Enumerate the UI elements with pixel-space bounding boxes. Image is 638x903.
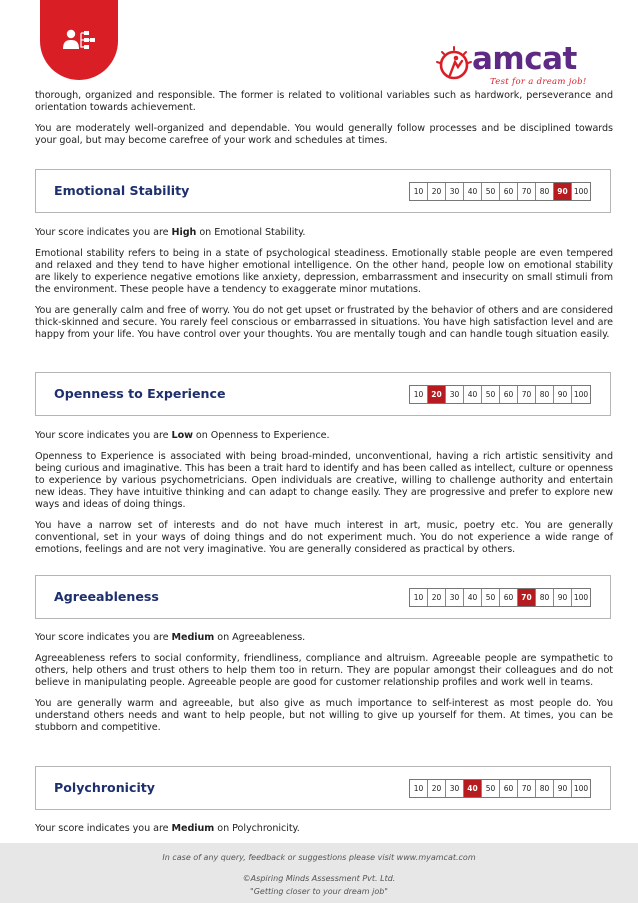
- section-description: Agreeableness refers to social conformity, friendliness, compliance and altruism. Agreeable people are sympathetic to others, help others and trust others to help them too in return. They are popular amongst their colleagues and do not believe in manipulating people. Agreeable people are good for customer relationship profiles and work well in teams.: [35, 653, 613, 688]
- score-cell: 50: [482, 780, 500, 797]
- score-cell: 70: [518, 780, 536, 797]
- intro-paragraph-1: thorough, organized and responsible. The former is related to volitional variables such as hardwork, perseverance and orientation towards achievement.: [35, 90, 613, 113]
- score-statement: Your score indicates you are Low on Openness to Experience.: [35, 430, 330, 441]
- score-scale: [409, 779, 591, 798]
- score-cell: 70: [518, 183, 536, 200]
- score-box-emotional-stability: [35, 169, 611, 213]
- score-statement: Your score indicates you are Medium on Agreeableness.: [35, 632, 306, 643]
- score-statement: Your score indicates you are Medium on Polychronicity.: [35, 823, 300, 834]
- section-interpretation: You have a narrow set of interests and do not have much interest in art, music, poetry etc. You are generally conventional, set in your ways of doing things and do not experiment much. You do not experience a wide range of emotions, feelings and are not very imaginative. You are generally considered as practical by others.: [35, 520, 613, 555]
- score-cell: 90: [554, 589, 572, 606]
- score-cell: 70: [518, 386, 536, 403]
- score-box-agreeableness: [35, 575, 611, 619]
- logo-wordmark: amcat: [472, 41, 577, 77]
- section-description: Openness to Experience is associated with being broad-minded, unconventional, having a rich artistic sensitivity and being curious and imaginative. This has been a trait hard to identify and has been called as intellect, culture or openness to experience by various psychometricians. Open individuals are creative, willing to challenge authority and entertain new ideas. They have intuitive thinking and can adapt to change easily. They are progressive and prefer to explore new ways and ideas of doing things.: [35, 451, 613, 510]
- score-scale: [409, 588, 591, 607]
- person-hierarchy-icon: [62, 27, 96, 53]
- score-level: High: [171, 227, 197, 238]
- score-cell: 90: [554, 780, 572, 797]
- section-openness-text: [35, 430, 613, 556]
- score-cell: 10: [410, 589, 428, 606]
- score-level: Low: [171, 430, 193, 441]
- section-description: Emotional stability refers to being in a state of psychological steadiness. Emotionally stable people are even tempered and relaxed and they tend to have higher emotional intelligence. On the other hand, people low on emotional stability are likely to experience negative emotions like anxiety, depression, embarrassment and insecurity on small stimuli from the environment. These people have a tendency to exaggerate minor mutations.: [35, 248, 613, 295]
- score-cell-selected: 90: [554, 183, 572, 200]
- section-interpretation: You are generally warm and agreeable, but also give as much importance to self-interest as most people do. You understand others needs and want to help people, but not willing to give up yourself for them. At times, you can be stubborn and competitive.: [35, 698, 613, 733]
- score-cell: 30: [446, 386, 464, 403]
- score-cell: 100: [573, 593, 589, 602]
- footer-copyright: ©Aspiring Minds Assessment Pvt. Ltd.: [242, 874, 396, 883]
- score-cell: 100: [573, 187, 589, 196]
- score-cell-selected: 40: [464, 780, 482, 797]
- score-cell: 50: [482, 183, 500, 200]
- score-scale: [409, 385, 591, 404]
- section-emotional-stability-text: [35, 227, 613, 341]
- intro-paragraph-2: You are moderately well-organized and dependable. You would generally follow processes and be disciplined towards your goal, but may become carefree of your work and schedules at times.: [35, 123, 613, 146]
- score-cell: 80: [536, 780, 554, 797]
- score-cell: 40: [464, 386, 482, 403]
- score-cell: 80: [536, 386, 554, 403]
- score-cell-selected: 70: [518, 589, 536, 606]
- section-title: Agreeableness: [54, 589, 159, 604]
- score-scale: [409, 182, 591, 201]
- score-cell: 50: [482, 386, 500, 403]
- score-cell: 50: [482, 589, 500, 606]
- score-statement: Your score indicates you are High on Emotional Stability.: [35, 227, 306, 238]
- score-box-polychronicity: [35, 766, 611, 810]
- section-interpretation: You are generally calm and free of worry. You do not get upset or frustrated by the behavior of others and are considered thick-skinned and secure. You rarely feel conscious or embarrassed in situations. You have high satisfaction level and are happy from your life. You have control over your thoughts. You are mentally tough and can handle tough situation easily.: [35, 305, 613, 340]
- score-cell: 40: [464, 183, 482, 200]
- score-cell: 10: [410, 780, 428, 797]
- score-cell: 10: [410, 183, 428, 200]
- page-footer: [0, 843, 638, 903]
- score-box-openness: [35, 372, 611, 416]
- score-cell: 30: [446, 589, 464, 606]
- logo-figure-icon: [434, 45, 474, 83]
- score-cell: 60: [500, 780, 518, 797]
- section-title: Openness to Experience: [54, 386, 226, 401]
- score-cell: 80: [536, 589, 554, 606]
- section-agreeableness-text: [35, 632, 613, 734]
- score-cell: 90: [554, 386, 572, 403]
- score-cell: 20: [428, 183, 446, 200]
- score-cell-selected: 20: [428, 386, 446, 403]
- footer-slogan: "Getting closer to your dream job": [250, 887, 388, 896]
- score-level: Medium: [171, 823, 215, 834]
- score-cell: 30: [446, 183, 464, 200]
- section-polychronicity-text: [35, 823, 613, 835]
- score-cell: 100: [573, 784, 589, 793]
- logo-tagline: Test for a dream job!: [490, 77, 587, 87]
- header-badge: [40, 0, 118, 80]
- score-cell: 100: [573, 390, 589, 399]
- score-cell: 80: [536, 183, 554, 200]
- footer-query-line: In case of any query, feedback or suggestions please visit www.myamcat.com: [162, 853, 476, 862]
- score-cell: 60: [500, 183, 518, 200]
- section-title: Polychronicity: [54, 780, 155, 795]
- score-cell: 60: [500, 589, 518, 606]
- score-cell: 10: [410, 386, 428, 403]
- score-cell: 20: [428, 780, 446, 797]
- section-title: Emotional Stability: [54, 183, 190, 198]
- score-cell: 20: [428, 589, 446, 606]
- intro-text: [35, 90, 613, 147]
- score-cell: 60: [500, 386, 518, 403]
- amcat-logo: [434, 41, 604, 90]
- score-level: Medium: [171, 632, 215, 643]
- score-cell: 40: [464, 589, 482, 606]
- score-cell: 30: [446, 780, 464, 797]
